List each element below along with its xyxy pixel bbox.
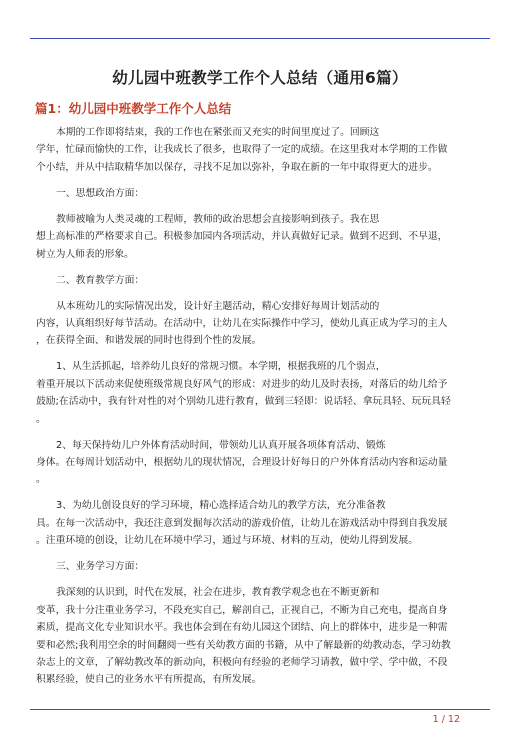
paragraph-line: 1、从生活抓起，培养幼儿良好的常规习惯。本学期，根据我班的几个弱点，: [56, 361, 386, 373]
paragraph-line: 变革，我十分注重业务学习，不段充实自己，解剖自己，正视自己，不断为自己充电，提高自身: [36, 604, 448, 616]
paragraph-line: 积累经验，使自己的业务水平有所提高，有所发展。: [36, 674, 262, 686]
paragraph-line: 学年，忙碌而愉快的工作，让我成长了很多，也取得了一定的成绩。在这里我对本学期的工作做: [36, 144, 448, 156]
bottom-rule: [30, 709, 490, 710]
paragraph-line: 2、每天保持幼儿户外体育活动时间，带领幼儿认真开展各项体育活动、锻炼: [56, 439, 386, 451]
paragraph-line: 二、教育教学方面：: [56, 274, 145, 286]
paragraph-line: 个小结，并从中拮取精华加以保存，寻找不足加以弥补，争取在新的一年中取得更大的进步。: [36, 161, 438, 173]
section-heading: 篇1：幼儿园中班教学工作个人总结: [35, 101, 232, 116]
paragraph: [36, 211, 480, 263]
document-body: [36, 124, 480, 697]
paragraph-line: 素质，提高文化专业知识水平。我也体会到在有幼儿园这个团结、向上的群体中，进步是一种需: [36, 622, 448, 634]
paragraph-line: 内容，认真组织好每节活动。在活动中，让幼儿在实际操作中学习，使幼儿真正成为学习的主人: [36, 318, 448, 330]
paragraph-line: 我深刻的认识到，时代在发展，社会在进步，教育教学观念也在不断更新和: [56, 587, 380, 599]
page-number: 1 / 12: [432, 714, 460, 725]
paragraph-line: 。: [36, 413, 46, 425]
document-title: 幼儿园中班教学工作个人总结（通用6篇）: [112, 69, 408, 87]
paragraph-line: 三、业务学习方面：: [56, 561, 145, 573]
paragraph: [36, 298, 480, 350]
paragraph-line: 从本班幼儿的实际情况出发，设计好主题活动，精心安排好每周计划活动的: [56, 300, 380, 312]
paragraph-line: 。: [36, 474, 46, 486]
paragraph-line: 身体。在每周计划活动中，根据幼儿的现状情况，合理设计好每日的户外体育活动内容和运动量: [36, 457, 448, 469]
paragraph: [36, 358, 480, 428]
paragraph: [36, 437, 480, 489]
paragraph-line: ，在获得全面、和谐发展的同时也得到个性的发展。: [36, 335, 262, 347]
paragraph-line: 树立为人师表的形象。: [36, 248, 134, 260]
paragraph: [36, 185, 480, 202]
paragraph-line: 具。在每一次活动中，我还注意到发掘每次活动的游戏价值，让幼儿在游戏活动中得到自我发展: [36, 517, 448, 529]
paragraph-line: 。注重环境的创设，让幼儿在环境中学习，通过与环境、材料的互动，使幼儿得到发展。: [36, 535, 419, 547]
paragraph-line: 教师被喻为人类灵魂的工程师，教师的政治思想会直接影响到孩子。我在思: [56, 213, 380, 225]
paragraph-line: 杂志上的文章，了解幼教改革的新动向，积极向有经验的老师学习请教，做中学、学中做，不段: [36, 656, 448, 668]
paragraph: [36, 558, 480, 575]
paragraph-line: 一、思想政治方面：: [56, 187, 145, 199]
paragraph-line: 要和必然;我利用空余的时间翻阅一些有关幼教方面的书籍，从中了解最新的幼教动态，学习幼教: [36, 639, 451, 651]
paragraph: [36, 584, 480, 688]
paragraph: [36, 497, 480, 549]
paragraph-line: 着重开展以下活动来促使班级常规良好风气的形成：对进步的幼儿及时表扬，对落后的幼儿给予: [36, 378, 448, 390]
top-rule: [30, 38, 490, 39]
paragraph-line: 本期的工作即将结束，我的工作也在紧张而又充实的时间里度过了。回顾这: [56, 127, 380, 138]
paragraph-line: 3、为幼儿创设良好的学习环境，精心选择适合幼儿的教学方法，充分准备教: [56, 500, 386, 512]
paragraph: [36, 124, 480, 176]
paragraph: [36, 272, 480, 289]
paragraph-line: 想上高标准的严格要求自己。积极参加园内各项活动，并认真做好记录。做到不迟到、不早退，: [36, 231, 448, 243]
paragraph-line: 鼓励;在活动中，我有针对性的对个别幼儿进行教育，做到三轻即：说话轻、拿玩具轻、玩玩具轻: [36, 396, 451, 408]
